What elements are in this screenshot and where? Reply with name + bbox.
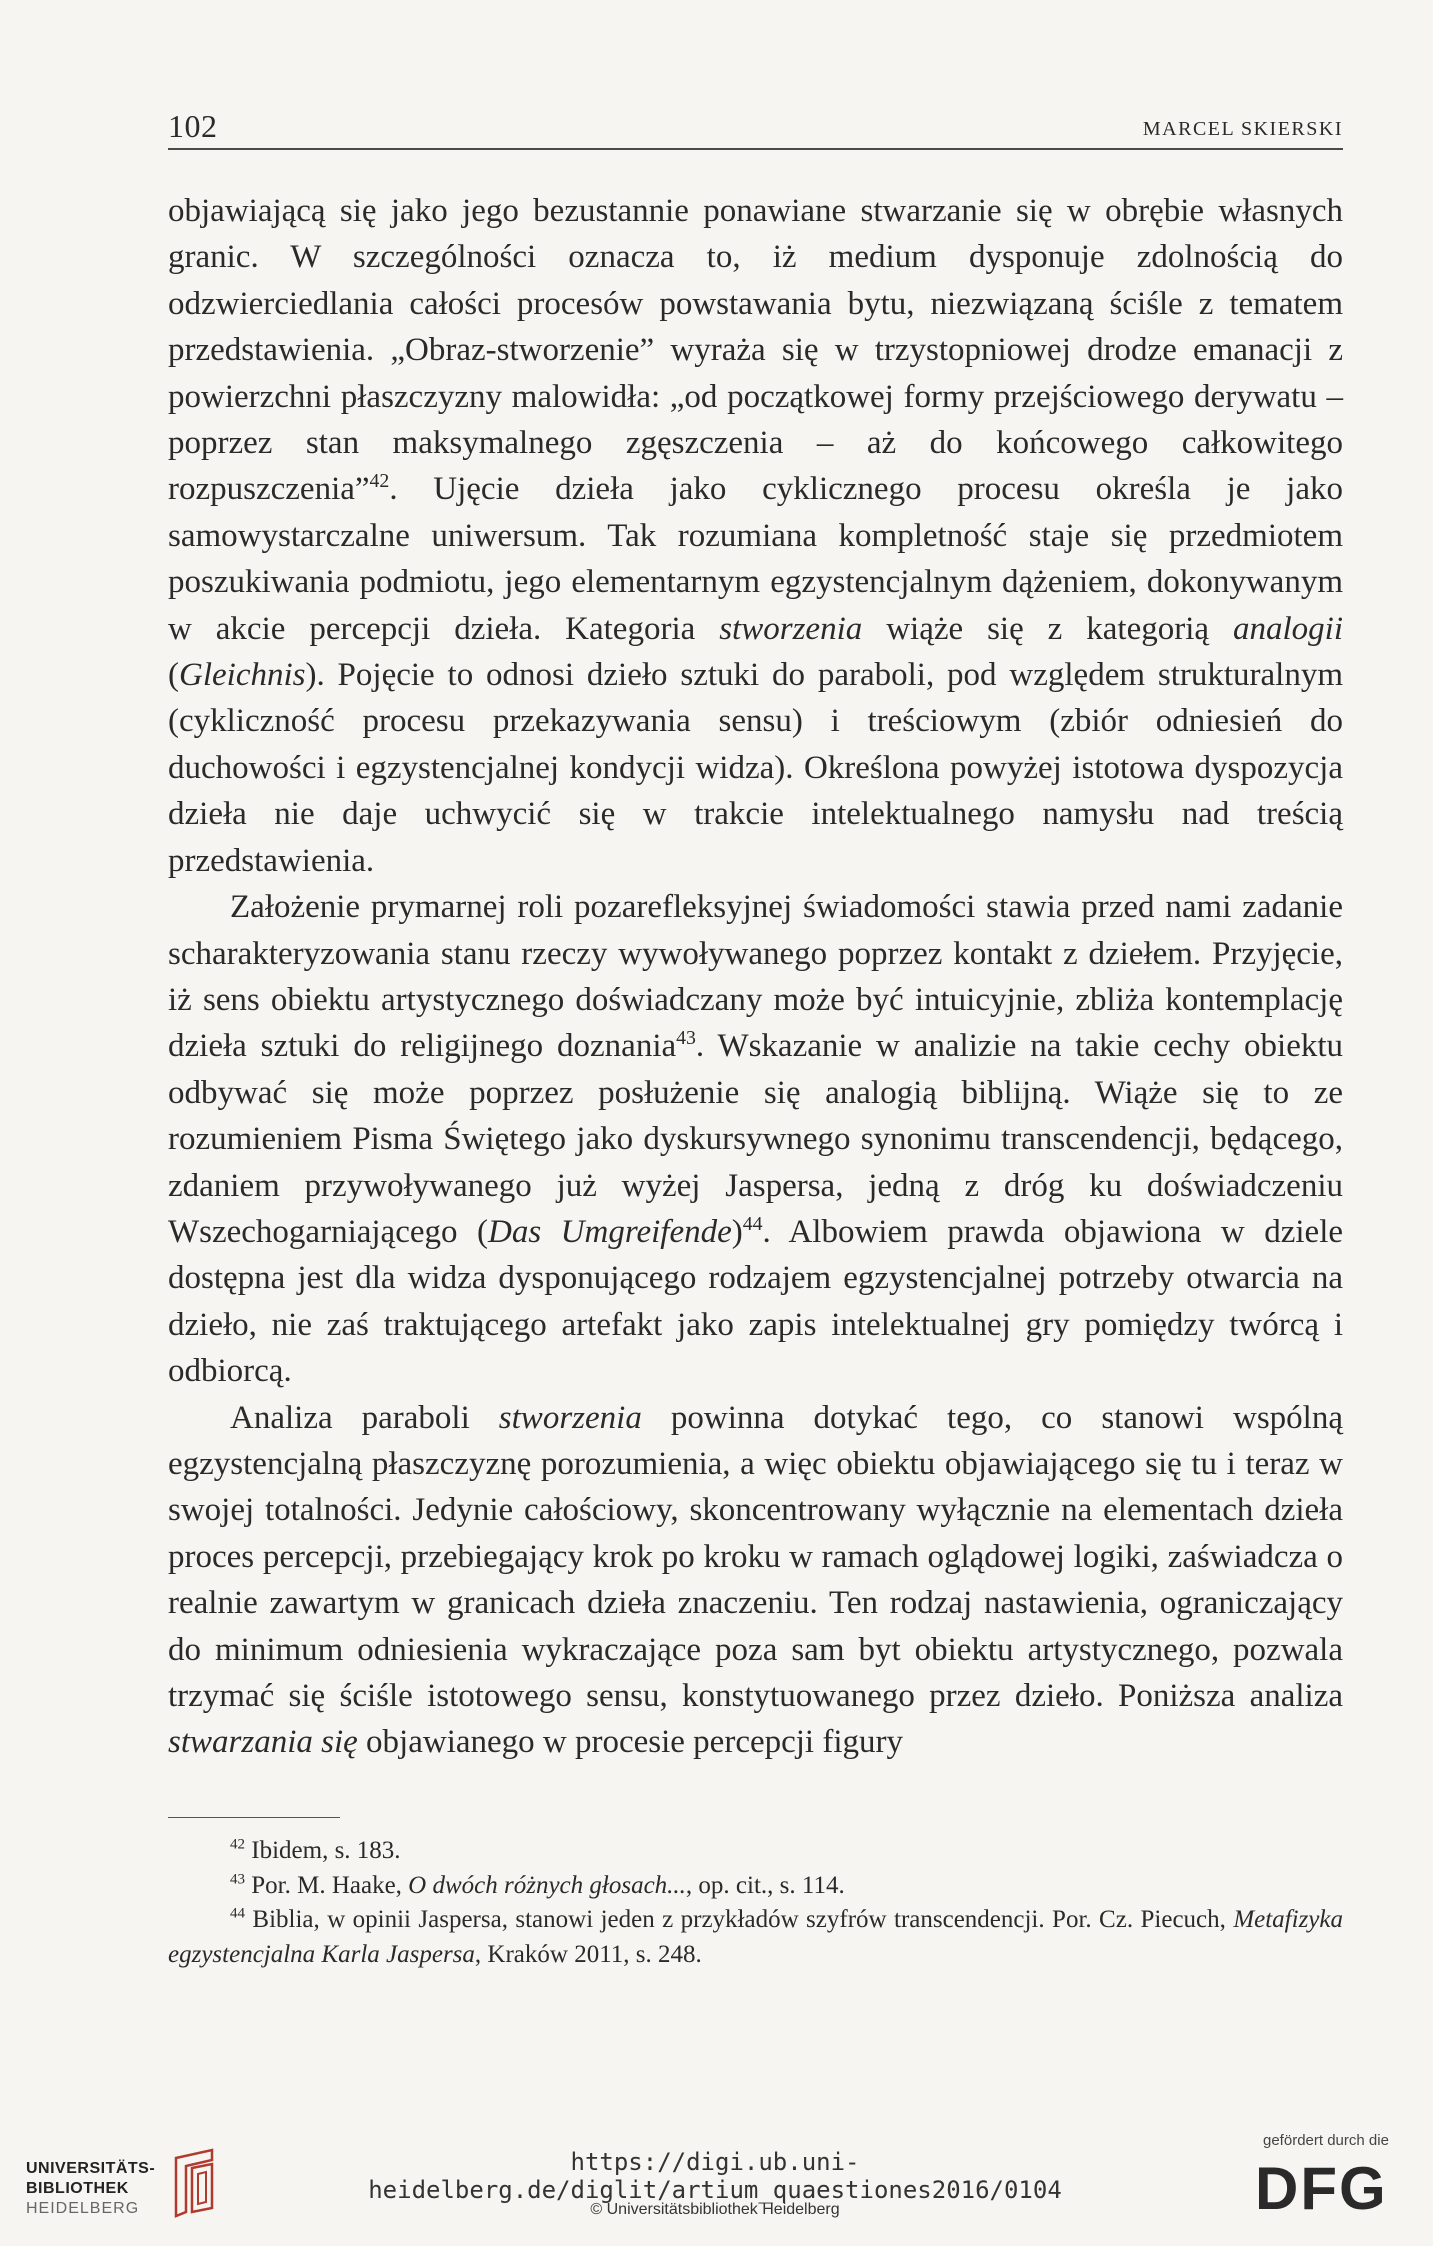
- text-run: (: [168, 657, 179, 694]
- ub-heidelberg-emblem-icon: [166, 2146, 222, 2220]
- footnotes: [168, 1834, 1343, 1972]
- text-run: ). Pojęcie to odnosi dzieło sztuki do paraboli, pod względem strukturalnym (cykliczność procesu przekazywania sensu) i treściowym (zbiór odniesień do duchowości i egzystencjalnej kondycji widza). Określona powyżej istotowa dyspozycja dzieła nie daje uchwycić się w trakcie intelektualnego namysłu nad treścią przedstawienia.: [168, 657, 1343, 879]
- footnote-ref: 42: [230, 1836, 245, 1853]
- italic-term: stworzenia: [498, 1399, 642, 1436]
- body-text: [168, 188, 1343, 1766]
- library-name-line1: UNIVERSITÄTS-: [26, 2160, 156, 2177]
- italic-term: stwarzania się: [168, 1724, 358, 1761]
- page-number: 102: [168, 108, 218, 144]
- italic-term: analogii: [1233, 610, 1344, 647]
- document-url-link[interactable]: https://digi.ub.uni-heidelberg.de/diglit/artium_quaestiones2016/0104: [368, 2148, 1062, 2204]
- dfg-funder-logo[interactable]: [1255, 2132, 1415, 2232]
- text-run: , Kraków 2011, s. 248.: [474, 1940, 702, 1968]
- footnote-separator: [168, 1817, 340, 1818]
- footnote-44: [168, 1903, 1343, 1972]
- text-run: objawianego w procesie percepcji figury: [357, 1724, 903, 1761]
- library-logo[interactable]: [26, 2140, 226, 2220]
- text-run: objawiającą się jako jego bezustannie ponawiane stwarzanie się w obrębie własnych granic. W szczególności oznacza to, iż medium dysponuje zdolnością do odzwierciedlania całości procesów powstawania bytu, niezwiązaną ściśle z tematem przedstawienia. „Obraz-stworzenie” wyraża się w trzystopniowej drodze emanacji z powierzchni płaszczyzny malowidła: „od początkowej formy przejściowego derywatu – poprzez stan maksymalnego zgęszczenia – aż do końcowego całkowitego rozpuszczenia”: [168, 193, 1343, 508]
- copyright-notice: © Universitätsbibliothek Heidelberg: [590, 2201, 840, 2218]
- italic-term: Metafizyka egzystencjalna Karla Jaspersa: [168, 1906, 1343, 1968]
- italic-term: stworzenia: [719, 610, 863, 647]
- text-run: Założenie prymarnej roli pozarefleksyjnej świadomości stawia przed nami zadanie scharakteryzowania stanu rzeczy wywoływanego poprzez kontakt z dziełem. Przyjęcie, iż sens obiektu artystycznego doświadczany może być intuicyjnie, zbliża kontemplację dzieła sztuki do religijnego doznania: [168, 889, 1343, 1065]
- library-name-line3: HEIDELBERG: [26, 2200, 140, 2217]
- paragraph-3: [168, 1395, 1343, 1766]
- footnote-42: [168, 1834, 1343, 1869]
- dfg-logo-icon: DFG: [1255, 2155, 1388, 2222]
- running-head: [168, 108, 1343, 150]
- footnote-ref: 43: [676, 1027, 696, 1050]
- text-run: Biblia, w opinii Jaspersa, stanowi jeden z przykładów szyfrów transcendencji. Por. Cz. Piecuch,: [245, 1906, 1234, 1933]
- text-run: , op. cit., s. 114.: [685, 1871, 845, 1899]
- italic-term: Gleichnis: [179, 657, 306, 694]
- funder-caption: gefördert durch die: [1263, 2132, 1389, 2149]
- footnote-ref: 44: [742, 1212, 763, 1235]
- library-name-line2: BIBLIOTHEK: [26, 2180, 129, 2197]
- footnote-ref: 43: [230, 1871, 245, 1888]
- text-run: Ibidem, s. 183.: [245, 1837, 401, 1864]
- footnote-43: [168, 1869, 1343, 1904]
- text-run: powinna dotykać tego, co stanowi wspólną egzystencjalną płaszczyznę porozumienia, a więc obiektu objawiającego się tu i teraz w swojej totalności. Jedynie całościowy, skoncentrowany wyłącznie na elementach dzieła proces percepcji, przebiegający krok po kroku w ramach oglądowej logiki, zaświadcza o realnie zawartym w granicach dzieła znaczeniu. Ten rodzaj nastawienia, ograniczający do minimum odniesienia wykraczające poza sam byt obiektu artystycznego, pozwala trzymać się ściśle istotowego sensu, konstytuowanego przez dzieło. Poniższa analiza: [168, 1399, 1343, 1714]
- italic-term: Das Umgreifende: [488, 1213, 732, 1250]
- running-head-author: MARCEL SKIERSKI: [1142, 118, 1343, 140]
- paragraph-1: [168, 188, 1343, 884]
- text-run: Analiza paraboli: [230, 1399, 499, 1436]
- footnote-ref: 42: [369, 470, 390, 493]
- text-run: ): [731, 1213, 743, 1250]
- text-run: wiąże się z kategorią: [862, 610, 1233, 647]
- footer-bar: [0, 2118, 1433, 2246]
- text-run: . Albowiem prawda objawiona w dziele dostępna jest dla widza dysponującego rodzajem egzystencjalnej potrzeby otwarcia na dzieło, nie zaś traktującego artefakt jako zapis intelektualnej gry pomiędzy twórcą i odbiorcą.: [168, 1213, 1344, 1390]
- paragraph-2: [168, 884, 1343, 1394]
- footnote-ref: 44: [230, 1905, 245, 1922]
- italic-term: O dwóch różnych głosach...: [408, 1871, 686, 1899]
- text-run: . Ujęcie dzieła jako cyklicznego procesu określa je jako samowystarczalne uniwersum. Tak rozumiana kompletność staje się przedmiotem poszukiwania podmiotu, jego elementarnym egzystencjalnym dążeniem, dokonywanym w akcie percepcji dzieła. Kategoria: [168, 471, 1343, 647]
- text-run: Por. M. Haake,: [245, 1871, 409, 1899]
- text-run: . Wskazanie w analizie na takie cechy obiektu odbywać się może poprzez posłużenie się analogią biblijną. Wiąże się to ze rozumieniem Pisma Świętego jako dyskursywnego synonimu transcendencji, będącego, zdaniem przywoływanego już wyżej Jaspersa, jedną z dróg ku doświadczeniu Wszechogarniającego (: [168, 1028, 1344, 1250]
